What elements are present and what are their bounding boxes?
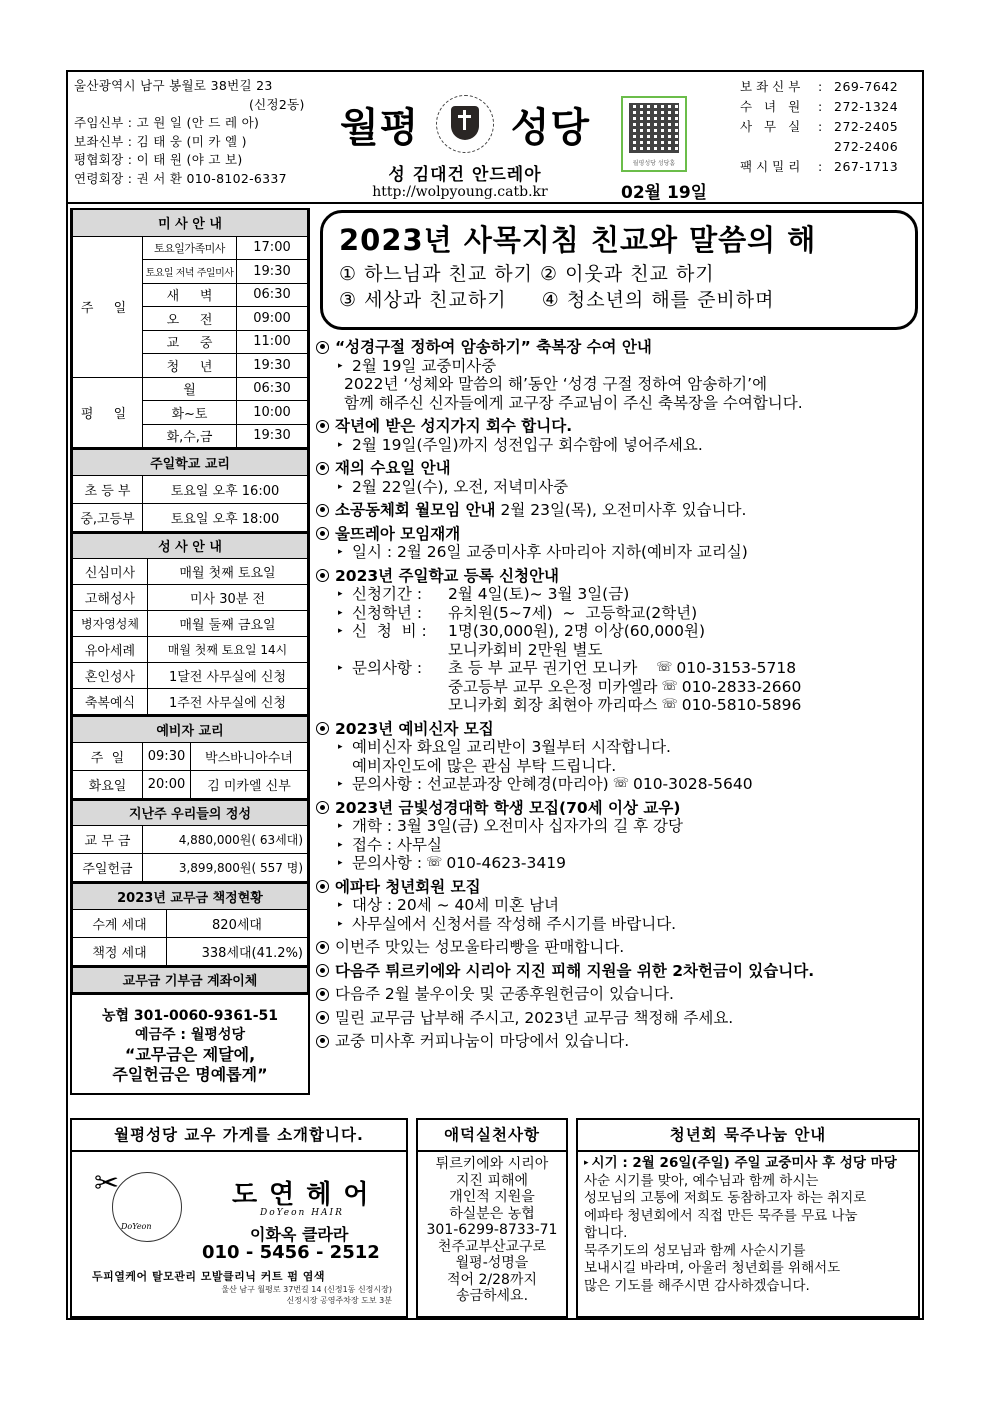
notice-item: 이번주 맛있는 성모울타리빵을 판매합니다. xyxy=(316,938,922,957)
bullet-icon xyxy=(316,462,329,475)
patron-saint: 성 김대건 안드레아 xyxy=(388,165,542,185)
church-name-left: 월평 xyxy=(340,104,420,151)
notice-item: 교중 미사후 커피나눔이 마당에서 있습니다. xyxy=(316,1032,922,1051)
notice-item: 2023년 주일학교 등록 신청안내 ▸ 신청기간 : 2월 4일(토)~ 3월 3일(금) ▸ 신청학년 : 유치원(5~7세) ~ 고등학교(2학년) ▸ 신 청 비 : 1명(30,000원), 2명 이상(60,000원) 모니카회비 2만원 별도 ▸ 문의사항 : 초 등 부 교무 권기언 모니카 ☏ 010-3153-5718 중고등부 교무 오은정 미카엘라 ☏ 010-2833-2660 모니카회 회장 최현아 까리따스 ☏ 010-5810-5896 xyxy=(316,567,922,715)
pastoral-theme-box xyxy=(320,210,918,330)
phone-icon: ☏ xyxy=(656,660,673,675)
bullet-icon xyxy=(316,964,329,977)
bullet-icon xyxy=(316,722,329,735)
theme-line2: ③ 세상과 친교하기 ④ 청소년의 해를 준비하며 xyxy=(339,289,775,311)
bullet-icon xyxy=(316,341,329,354)
contact-row: 보좌신부 : 269-7642 xyxy=(740,79,899,94)
bullet-icon xyxy=(316,880,329,893)
triangle-icon: ▸ xyxy=(584,1158,589,1168)
notice-item: 2023년 금빛성경대학 학생 모집(70세 이상 교우) ▸ 개학 : 3월 3일(금) 오전미사 십자가의 길 후 강당 ▸ 접수 : 사무실 ▸ 문의사항 : ☏ 010-4623-3419 xyxy=(316,799,922,873)
charity-box xyxy=(416,1118,568,1318)
scissors-comb-icon: ✂ xyxy=(94,1166,120,1201)
theme-line1: ① 하느님과 친교 하기 ② 이웃과 친교 하기 xyxy=(339,263,715,285)
triangle-icon: ▸ xyxy=(338,858,343,868)
section-title: 미 사 안 내 xyxy=(73,210,308,236)
triangle-icon: ▸ xyxy=(338,589,343,599)
bank-account: 농협 301-0060-9361-51 xyxy=(102,1008,278,1024)
staff-row: 주임신부 : 고 원 일 (안 드 레 아) xyxy=(74,115,260,130)
rosary-text: ▸ 시기 : 2월 26일(주일) 주일 교중미사 후 성당 마당 사순 시기를 맞아, 예수님과 함께 하시는 성모님의 고통에 저희도 동참하고자 하는 취지로 에파타 청년회에서 직접 만든 묵주를 무료 나눔 합니다. 묵주기도의 성모님과 함께 사순시기를 보내시길 바라며, 아울러 청년회를 위해서도 많은 기도를 해주시면 감사하겠습니다. xyxy=(584,1155,897,1294)
staff-row: 평협회장 : 이 태 원 (야 고 보) xyxy=(74,152,243,167)
triangle-icon: ▸ xyxy=(338,900,343,910)
bullet-icon xyxy=(316,988,329,1001)
shop-address: 울산 남구 월평로 37번길 14 (신정1동 신정시장) 신정시장 공영주차장 도보 3분 xyxy=(221,1285,392,1305)
shop-services: 두피열케어 탈모관리 모발클리닉 커트 펌 염색 xyxy=(92,1270,326,1283)
bullet-icon xyxy=(316,1035,329,1048)
shop-logo: DoYeon xyxy=(112,1172,182,1242)
triangle-icon: ▸ xyxy=(338,779,343,789)
triangle-icon: ▸ xyxy=(338,547,343,557)
notice-item: 다음주 튀르키에와 시리아 지진 피해 지원을 위한 2차헌금이 있습니다. xyxy=(316,962,922,981)
shop-ad xyxy=(72,1152,406,1316)
shop-intro-box xyxy=(70,1118,408,1318)
phone-icon: ☏ xyxy=(661,678,678,694)
church-url[interactable]: http://wolpyoung.catb.kr xyxy=(372,184,548,200)
triangle-icon: ▸ xyxy=(338,360,343,371)
triangle-icon: ▸ xyxy=(338,742,343,752)
church-logo xyxy=(340,90,590,200)
catechumen-table: 예비자 교리 주 일 09:30 박스바니아수녀 화요일 20:00 김 미카엘 신부 xyxy=(72,715,308,799)
bullet-icon xyxy=(316,569,329,582)
notice-item: 에파타 청년회원 모집 ▸ 대상 : 20세 ~ 40세 미혼 남녀 ▸ 사무실에서 신청서를 작성해 주시기를 바랍니다. xyxy=(316,878,922,934)
triangle-icon: ▸ xyxy=(338,839,343,850)
church-emblem-icon xyxy=(433,92,497,156)
header xyxy=(68,72,922,204)
address-line1: 울산광역시 남구 봉월로 38번길 23 xyxy=(74,78,273,93)
staff-row: 보좌신부 : 김 태 웅 (미 카 엘 ) xyxy=(74,133,247,149)
notice-item: 울뜨레아 모임재개 ▸ 일시 : 2월 26일 교중미사후 사마리아 지하(예비자 교리실) xyxy=(316,525,922,562)
bullet-icon xyxy=(316,420,329,433)
bullet-icon xyxy=(316,941,329,954)
notice-item: 밀린 교무금 납부해 주시고, 2023년 교무금 책정해 주세요. xyxy=(316,1009,922,1028)
sidebar xyxy=(70,208,310,1095)
triangle-icon: ▸ xyxy=(338,439,343,450)
notice-item: “성경구절 정하여 암송하기” 축복장 수여 안내 ▸ 2월 19일 교중미사중 2022년 ‘성체와 말씀의 해’동안 ‘성경 구절 정하여 암송하기’에 함께 해주신 신자들에게 교구장 주교님이 주신 축복장을 수여합니다. xyxy=(316,338,922,412)
triangle-icon: ▸ xyxy=(338,918,343,929)
mass-schedule-table: 미 사 안 내 주 일 토요일가족미사 17:00 토요일 저녁 주일미사 19:30 새 벽 06:30 오 전 09:00 교 중 11:00 청 년 19:30 평 일 월 06:30 화~토 10:00 화,수,금 19:30 xyxy=(72,210,308,448)
church-name-right: 성당 xyxy=(510,104,590,151)
notice-item: 작년에 받은 성지가지 회수 합니다. ▸ 2월 19일(주일)까지 성전입구 회수함에 넣어주세요. xyxy=(316,417,922,454)
notice-list xyxy=(316,338,922,1051)
contact-row: 팩시밀리 : 267-1713 xyxy=(740,159,899,174)
address-line2: (신정2동) xyxy=(249,96,305,112)
notice-item: 재의 수요일 안내 ▸ 2월 22일(수), 오전, 저녁미사중 xyxy=(316,459,922,496)
bullet-icon xyxy=(316,1011,329,1024)
bulletin-date: 02월 19일 xyxy=(621,183,708,203)
qr-code-icon[interactable]: 월평성당 성당홈 xyxy=(621,96,687,172)
triangle-icon: ▸ xyxy=(338,663,343,673)
box-title: 청년회 묵주나눔 안내 xyxy=(578,1120,918,1152)
triangle-icon: ▸ xyxy=(338,481,343,492)
notice-item: 다음주 2월 불우이웃 및 군종후원헌금이 있습니다. xyxy=(316,985,922,1004)
bulletin-page xyxy=(66,70,924,1320)
shop-owner: 이화옥 클라라 xyxy=(250,1225,349,1244)
triangle-icon: ▸ xyxy=(338,821,343,831)
shop-phone: 010 - 5456 - 2512 xyxy=(202,1242,380,1263)
phone-icon: ☏ xyxy=(426,855,443,870)
contact-row: 수 녀 원 : 272-1324 xyxy=(740,99,899,114)
shop-name-eng: DoYeon HAIR xyxy=(260,1208,344,1218)
charity-text: 튀르키에와 시리아 지진 피해에 개인적 지원을 하실분은 농협 301-6299-8733-71 천주교부산교구로 월평-성명을 적어 2/28까지 송금하세요. xyxy=(426,1156,558,1304)
phone-icon: ☏ xyxy=(612,776,629,791)
sunday-school-table: 주일학교 교리 초 등 부 토요일 오후 16:00 중,고등부 토요일 오후 18:00 xyxy=(72,448,308,532)
bullet-icon xyxy=(316,801,329,814)
main-content xyxy=(316,210,922,1056)
triangle-icon: ▸ xyxy=(338,626,343,636)
box-title: 애덕실천사항 xyxy=(418,1120,566,1152)
shop-name: 도연헤어 xyxy=(232,1180,381,1210)
notice-item: 2023년 예비신자 모집 ▸ 예비신자 화요일 교리반이 3월부터 시작합니다. 예비자인도에 많은 관심 부탁 드립니다. ▸ 문의사항 : 선교분과장 안혜경(마리아) ☏ 010-3028-5640 xyxy=(316,720,922,794)
theme-title: 2023년 사목지침 친교와 말씀의 해 xyxy=(339,223,817,257)
notice-item: 소공동체회 월모임 안내 2월 23일(목), 오전미사후 있습니다. xyxy=(316,501,922,520)
sacraments-table: 성 사 안 내 신심미사 매월 첫째 토요일 고해성사 미사 30분 전 병자영성체 매월 둘째 금요일 유아세례 매월 첫째 토요일 14시 혼인성사 1달전 사무실에 신청 축복예식 1주전 사무실에 신청 xyxy=(72,532,308,716)
contact-numbers xyxy=(740,77,920,177)
bullet-icon xyxy=(316,504,329,517)
contact-row: 사 무 실 : 272-2405 xyxy=(740,119,899,134)
box-title: 월평성당 교우 가게를 소개합니다. xyxy=(72,1120,406,1152)
account-info xyxy=(72,993,308,1093)
contact-row: 272-2406 xyxy=(834,139,899,154)
rosary-sharing-box xyxy=(576,1118,920,1318)
account-holder: 예금주 : 월평성당 xyxy=(134,1027,245,1043)
bullet-icon xyxy=(316,527,329,540)
offerings-table: 지난주 우리들의 정성 교 무 금 4,880,000원( 63세대) 주일헌금 3,899,800원( 557 명) xyxy=(72,799,308,883)
quote-line1: “교무금은 제달에, xyxy=(124,1045,256,1064)
quote-line2: 주일헌금은 명예롭게” xyxy=(112,1065,268,1084)
triangle-icon: ▸ xyxy=(338,607,343,618)
dues-status-table: 2023년 교무금 책정현황 수계 세대 820세대 책정 세대 338세대(41.2%) xyxy=(72,882,308,966)
staff-row: 연령회장 : 권 서 환 010-8102-6337 xyxy=(74,170,287,186)
account-transfer-table: 교무금 기부금 계좌이체 xyxy=(72,966,308,994)
phone-icon: ☏ xyxy=(661,697,678,712)
address-staff-block xyxy=(74,77,364,188)
